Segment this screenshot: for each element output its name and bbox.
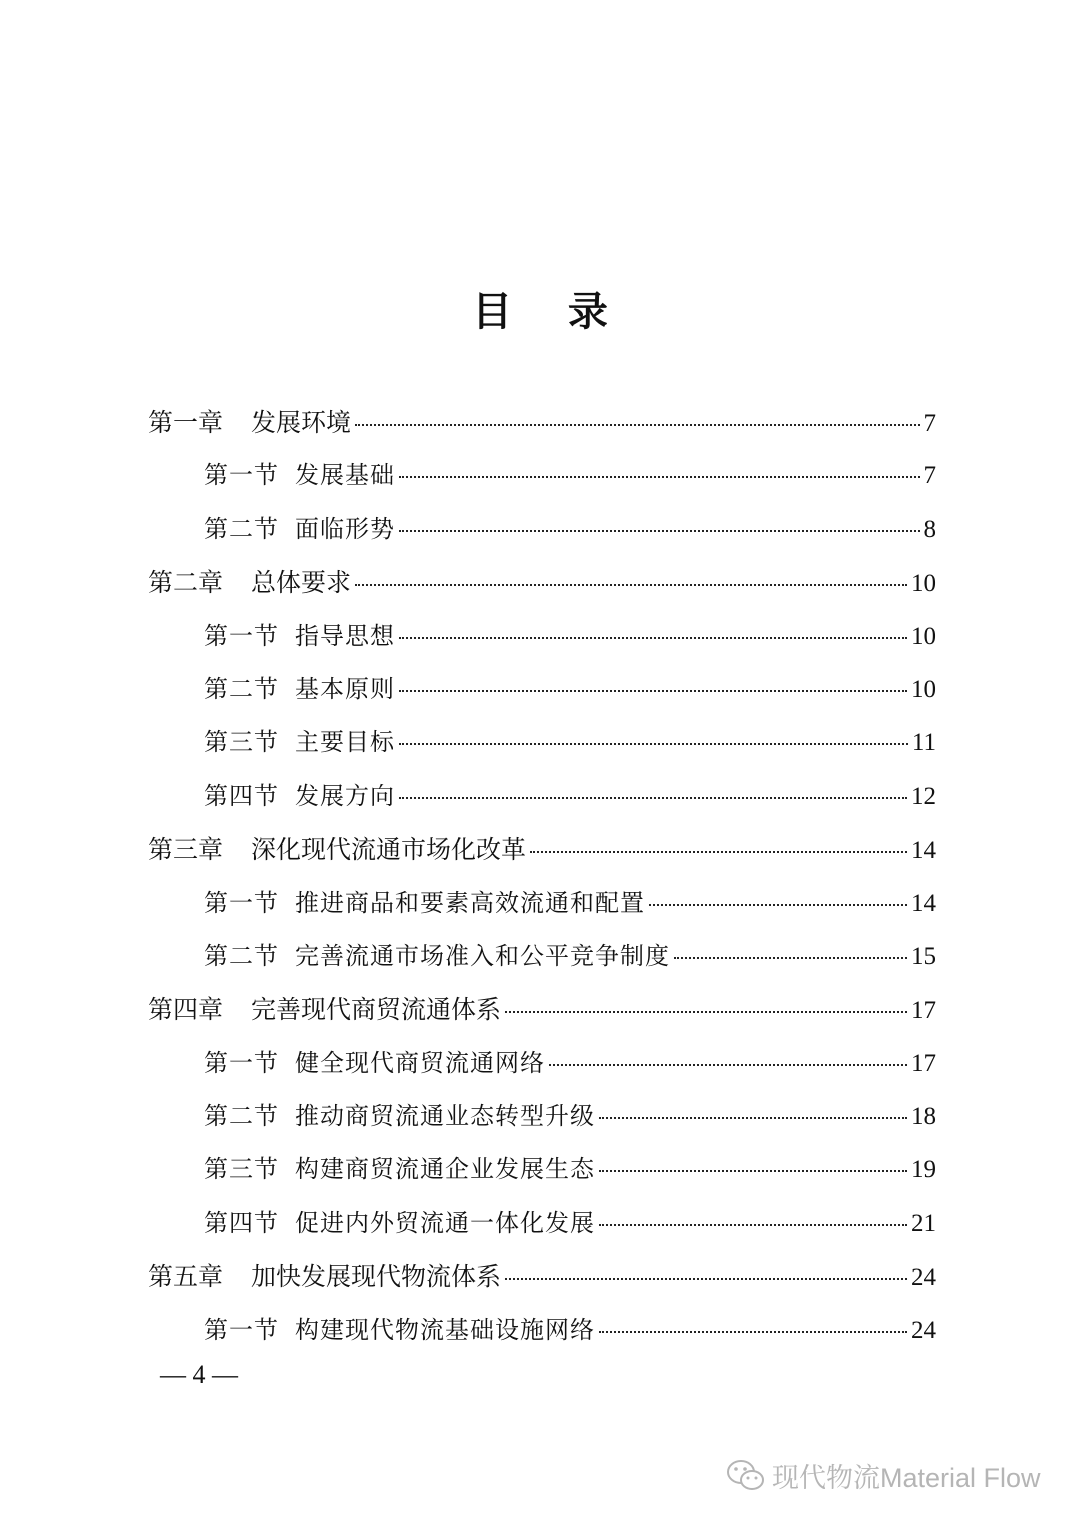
- toc-entry-section[interactable]: [148, 503, 936, 556]
- toc-dot-leader: [505, 1277, 907, 1280]
- toc-entry-label: [204, 1143, 595, 1196]
- toc-entry-section[interactable]: [148, 1090, 936, 1143]
- toc-entry-title: 加快发展现代物流体系: [251, 1262, 502, 1292]
- toc-entry-section[interactable]: [148, 716, 936, 769]
- toc-entry-page: 8: [923, 515, 936, 543]
- toc-entry-title: 构建现代物流基础设施网络: [295, 1315, 595, 1344]
- toc-entry-title: 面临形势: [295, 514, 395, 543]
- toc-entry-number: 第五章: [148, 1262, 224, 1292]
- toc-entry-number: 第二章: [148, 568, 224, 598]
- toc-entry-section[interactable]: [148, 770, 936, 823]
- toc-entry-label: [204, 716, 395, 769]
- toc-entry-number: 第一节: [204, 461, 279, 490]
- toc-entry-page: 10: [911, 570, 936, 598]
- toc-entry-page: 14: [911, 837, 936, 865]
- toc-entry-page: 12: [911, 782, 936, 810]
- toc-dot-leader: [355, 583, 907, 586]
- toc-entry-title: 健全现代商贸流通网络: [295, 1048, 545, 1077]
- toc-entry-number: 第一章: [148, 408, 224, 437]
- toc-entry-section[interactable]: [148, 930, 936, 983]
- toc-entry-title: 发展方向: [295, 781, 395, 810]
- toc-entry-page: 11: [911, 729, 936, 757]
- watermark-text: 现代物流Material Flow: [772, 1463, 1041, 1493]
- toc-entry-title: 深化现代流通市场化改革: [251, 835, 527, 865]
- toc-entry-title: 推动商贸流通业态转型升级: [295, 1102, 595, 1131]
- toc-entry-section[interactable]: [148, 1197, 936, 1250]
- toc-dot-leader: [399, 636, 907, 639]
- toc-entry-label: [204, 1037, 545, 1090]
- toc-entry-label: [148, 823, 526, 876]
- toc-entry-title: 发展基础: [295, 461, 395, 490]
- toc-entry-title: 完善流通市场准入和公平竞争制度: [295, 941, 670, 970]
- toc-entry-label: [204, 930, 670, 983]
- toc-entry-title: 基本原则: [295, 674, 395, 703]
- toc-entry-page: 7: [923, 462, 936, 490]
- toc-entry-title: 指导思想: [295, 621, 395, 650]
- toc-entry-page: 17: [911, 997, 936, 1025]
- toc-dot-leader: [674, 956, 907, 959]
- toc-entry-number: 第一节: [204, 888, 279, 917]
- page-number: — 4 —: [160, 1360, 238, 1389]
- toc-dot-leader: [399, 529, 920, 532]
- toc-entry-page: 14: [911, 889, 936, 917]
- toc-entry-chapter[interactable]: [148, 556, 936, 609]
- toc-entry-section[interactable]: [148, 449, 936, 502]
- toc-entry-section[interactable]: [148, 663, 936, 716]
- toc-entry-chapter[interactable]: [148, 396, 936, 449]
- toc-entry-number: 第二节: [204, 1102, 279, 1131]
- toc-entry-page: 21: [911, 1209, 936, 1237]
- toc-entry-number: 第二节: [204, 941, 279, 970]
- toc-entry-page: 15: [911, 942, 936, 970]
- toc-entry-label: [148, 556, 351, 609]
- toc-dot-leader: [599, 1330, 907, 1333]
- toc-entry-number: 第一节: [204, 621, 279, 650]
- toc-entry-page: 24: [911, 1316, 936, 1344]
- toc-dot-leader: [505, 1010, 907, 1013]
- wechat-icon: [726, 1459, 766, 1493]
- toc-entry-number: 第一节: [204, 1048, 279, 1077]
- toc-entry-label: [148, 396, 351, 449]
- watermark: [726, 1456, 1041, 1495]
- toc-entry-label: [148, 983, 501, 1036]
- toc-entry-label: [148, 1250, 501, 1303]
- toc-entry-title: 主要目标: [295, 728, 395, 757]
- toc-entry-page: 17: [911, 1049, 936, 1077]
- toc-entry-label: [204, 1304, 595, 1357]
- toc-dot-leader: [399, 742, 908, 745]
- toc-entry-title: 发展环境: [251, 408, 352, 437]
- toc-dot-leader: [649, 903, 907, 906]
- toc-dot-leader: [399, 689, 907, 692]
- toc-dot-leader: [399, 475, 920, 478]
- toc-entry-number: 第四节: [204, 781, 279, 810]
- toc-entry-section[interactable]: [148, 610, 936, 663]
- toc-dot-leader: [599, 1116, 907, 1119]
- toc-entry-label: [204, 1197, 595, 1250]
- toc-entry-number: 第一节: [204, 1315, 279, 1344]
- toc-dot-leader: [549, 1063, 907, 1066]
- toc-entry-label: [204, 877, 645, 930]
- toc-entry-title: 推进商品和要素高效流通和配置: [295, 888, 645, 917]
- toc-dot-leader: [599, 1169, 907, 1172]
- toc-entry-page: 10: [911, 622, 936, 650]
- toc-dot-leader: [355, 423, 919, 426]
- toc-entry-label: [204, 449, 395, 502]
- toc-entry-page: 10: [911, 675, 936, 703]
- toc-entry-chapter[interactable]: [148, 1250, 936, 1303]
- toc-entry-page: 7: [923, 410, 936, 437]
- toc-entry-page: 19: [911, 1156, 936, 1184]
- toc-dot-leader: [530, 850, 907, 853]
- toc-entry-section[interactable]: [148, 877, 936, 930]
- toc-entry-label: [204, 770, 395, 823]
- toc-entry-label: [204, 503, 395, 556]
- toc-entry-page: 24: [911, 1264, 936, 1292]
- toc-entry-section[interactable]: [148, 1143, 936, 1196]
- toc-entry-title: 总体要求: [251, 568, 352, 598]
- toc-dot-leader: [599, 1223, 907, 1226]
- toc-entry-page: 18: [911, 1103, 936, 1131]
- toc-entry-title: 完善现代商贸流通体系: [251, 995, 502, 1025]
- toc-entry-number: 第四节: [204, 1208, 279, 1237]
- toc-entry-section[interactable]: [148, 1304, 936, 1357]
- toc-entry-label: [204, 610, 395, 663]
- toc-entry-chapter[interactable]: [148, 823, 936, 876]
- toc-entry-label: [204, 1090, 595, 1143]
- page-title: 目 录: [472, 289, 608, 335]
- toc-entry-number: 第四章: [148, 995, 224, 1025]
- toc-entry-number: 第二节: [204, 674, 279, 703]
- toc-entry-number: 第二节: [204, 514, 279, 543]
- toc-entry-section[interactable]: [148, 1037, 936, 1090]
- toc-entry-number: 第三节: [204, 728, 279, 757]
- toc-entry-number: 第三节: [204, 1155, 279, 1184]
- toc-dot-leader: [399, 796, 907, 799]
- toc-entry-title: 促进内外贸流通一体化发展: [295, 1208, 595, 1237]
- toc-entry-number: 第三章: [148, 835, 224, 865]
- toc-entry-label: [204, 663, 395, 716]
- toc-entry-chapter[interactable]: [148, 983, 936, 1036]
- toc-entry-title: 构建商贸流通企业发展生态: [295, 1155, 595, 1184]
- table-of-contents: [148, 396, 936, 1357]
